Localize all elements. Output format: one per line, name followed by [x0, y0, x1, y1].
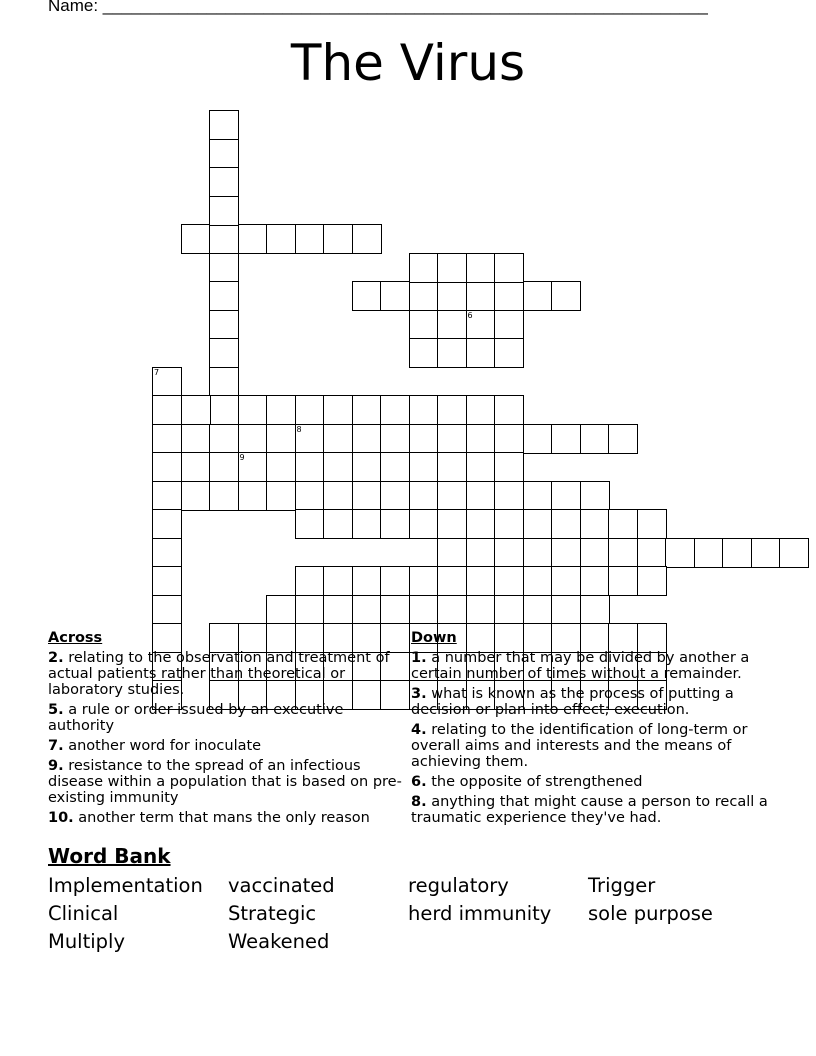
grid-cell[interactable]	[266, 595, 296, 625]
grid-cell[interactable]	[437, 338, 467, 368]
grid-cell[interactable]	[466, 566, 496, 596]
grid-cell[interactable]	[152, 424, 182, 454]
grid-cell[interactable]	[551, 281, 581, 311]
grid-cell[interactable]	[437, 595, 467, 625]
grid-cell[interactable]	[238, 452, 268, 482]
grid-cell[interactable]	[551, 595, 581, 625]
down-clue: 1. a number that may be divided by another a certain number of times without a remainder.	[411, 650, 750, 682]
grid-cell[interactable]	[437, 481, 467, 511]
clue-number: 6	[467, 310, 473, 320]
grid-cell[interactable]	[380, 395, 410, 425]
grid-cell[interactable]	[380, 595, 410, 625]
grid-cell[interactable]	[295, 595, 325, 625]
grid-cell[interactable]	[466, 338, 496, 368]
grid-cell[interactable]	[323, 595, 353, 625]
grid-cell[interactable]	[181, 481, 211, 511]
page-title: The Virus	[290, 34, 526, 92]
grid-cell[interactable]	[694, 538, 724, 568]
grid-cell[interactable]	[323, 509, 353, 539]
grid-cell[interactable]	[751, 538, 781, 568]
grid-cell[interactable]	[523, 509, 553, 539]
grid-cell[interactable]	[523, 481, 553, 511]
grid-cell[interactable]	[352, 395, 382, 425]
grid-cell[interactable]	[380, 509, 410, 539]
grid-cell[interactable]	[209, 481, 239, 511]
grid-cell[interactable]	[523, 538, 553, 568]
grid-cell[interactable]	[466, 509, 496, 539]
grid-cell[interactable]	[409, 595, 439, 625]
grid-cell[interactable]	[437, 310, 467, 340]
grid-cell[interactable]	[580, 595, 610, 625]
grid-cell[interactable]	[238, 224, 268, 254]
across-clue: 10. another term that mans the only reason	[48, 810, 370, 826]
grid-cell[interactable]	[380, 481, 410, 511]
grid-cell[interactable]	[238, 481, 268, 511]
grid-cell[interactable]	[722, 538, 752, 568]
grid-cell[interactable]	[409, 253, 439, 283]
grid-cell[interactable]	[437, 452, 467, 482]
grid-cell[interactable]	[437, 509, 467, 539]
grid-cell[interactable]	[409, 566, 439, 596]
grid-cell[interactable]	[323, 452, 353, 482]
grid-cell[interactable]	[665, 538, 695, 568]
grid-cell[interactable]	[437, 538, 467, 568]
grid-cell[interactable]	[494, 310, 524, 340]
clue-number: 8	[296, 424, 302, 434]
grid-cell[interactable]	[608, 509, 638, 539]
grid-cell[interactable]	[608, 566, 638, 596]
grid-cell[interactable]	[266, 452, 296, 482]
grid-cell[interactable]	[380, 281, 410, 311]
grid-cell[interactable]	[266, 395, 296, 425]
word-bank-word: Trigger	[588, 874, 656, 897]
grid-cell[interactable]	[295, 424, 325, 454]
grid-cell[interactable]	[494, 424, 524, 454]
grid-cell[interactable]	[466, 424, 496, 454]
down-clue: 4. relating to the identification of long-term or overall aims and interests and the means of achieving them.	[411, 722, 748, 770]
grid-cell[interactable]	[209, 395, 239, 425]
grid-cell[interactable]	[380, 424, 410, 454]
grid-cell[interactable]	[580, 424, 610, 454]
grid-cell[interactable]	[209, 452, 239, 482]
grid-cell[interactable]	[551, 538, 581, 568]
grid-cell[interactable]	[152, 566, 182, 596]
grid-cell[interactable]	[323, 224, 353, 254]
grid-cell[interactable]	[409, 509, 439, 539]
grid-cell[interactable]	[551, 481, 581, 511]
word-bank-word: herd immunity	[408, 902, 552, 925]
grid-cell[interactable]	[409, 338, 439, 368]
grid-cell[interactable]	[352, 281, 382, 311]
grid-cell[interactable]	[209, 253, 239, 283]
grid-cell[interactable]	[152, 481, 182, 511]
grid-cell[interactable]	[266, 424, 296, 454]
grid-cell[interactable]	[494, 595, 524, 625]
word-bank-word: vaccinated	[228, 874, 335, 897]
grid-cell[interactable]	[295, 224, 325, 254]
grid-cell[interactable]	[551, 424, 581, 454]
grid-cell[interactable]	[323, 566, 353, 596]
grid-cell[interactable]	[608, 538, 638, 568]
grid-cell[interactable]	[209, 310, 239, 340]
grid-cell[interactable]	[466, 452, 496, 482]
grid-cell[interactable]	[466, 481, 496, 511]
grid-cell[interactable]	[409, 452, 439, 482]
grid-cell[interactable]	[295, 509, 325, 539]
grid-cell[interactable]	[523, 566, 553, 596]
grid-cell[interactable]	[494, 253, 524, 283]
down-clues	[411, 630, 771, 830]
grid-cell[interactable]	[494, 281, 524, 311]
down-clue: 3. what is known as the process of putting a decision or plan into effect; execution.	[411, 686, 734, 718]
grid-cell[interactable]	[352, 224, 382, 254]
grid-cell[interactable]	[181, 452, 211, 482]
grid-cell[interactable]	[209, 139, 239, 169]
grid-cell[interactable]	[409, 481, 439, 511]
name-line[interactable]: Name: ________________________________________________________________	[48, 0, 708, 15]
grid-cell[interactable]	[494, 338, 524, 368]
grid-cell[interactable]	[152, 367, 182, 397]
grid-cell[interactable]	[551, 566, 581, 596]
grid-cell[interactable]	[608, 424, 638, 454]
grid-cell[interactable]	[352, 566, 382, 596]
word-bank-word: Clinical	[48, 902, 119, 925]
grid-cell[interactable]	[437, 253, 467, 283]
grid-cell[interactable]	[209, 281, 239, 311]
grid-cell[interactable]	[637, 566, 667, 596]
grid-cell[interactable]	[437, 395, 467, 425]
grid-cell[interactable]	[238, 424, 268, 454]
word-bank-word: Multiply	[48, 930, 126, 953]
grid-cell[interactable]	[209, 167, 239, 197]
grid-cell[interactable]	[409, 395, 439, 425]
grid-cell[interactable]	[494, 538, 524, 568]
grid-cell[interactable]	[637, 509, 667, 539]
word-bank-word: sole purpose	[588, 902, 713, 925]
grid-cell[interactable]	[295, 481, 325, 511]
grid-cell[interactable]	[494, 566, 524, 596]
across-clue: 7. another word for inoculate	[48, 738, 262, 754]
grid-cell[interactable]	[352, 424, 382, 454]
grid-cell[interactable]	[380, 566, 410, 596]
grid-cell[interactable]	[466, 595, 496, 625]
grid-cell[interactable]	[323, 424, 353, 454]
word-bank-word: Weakened	[228, 930, 330, 953]
across-clue: 5. a rule or order issued by an executive authority	[48, 702, 344, 734]
grid-cell[interactable]	[209, 224, 239, 254]
grid-cell[interactable]	[352, 452, 382, 482]
grid-cell[interactable]	[152, 395, 182, 425]
grid-cell[interactable]	[323, 481, 353, 511]
word-bank-word: regulatory	[408, 874, 509, 897]
grid-cell[interactable]	[352, 595, 382, 625]
grid-cell[interactable]	[295, 452, 325, 482]
grid-cell[interactable]	[494, 481, 524, 511]
grid-cell[interactable]	[580, 538, 610, 568]
grid-cell[interactable]	[409, 281, 439, 311]
clue-number: 9	[239, 453, 245, 462]
grid-cell[interactable]	[523, 281, 553, 311]
down-heading: Down	[411, 630, 457, 646]
grid-cell[interactable]	[209, 367, 239, 397]
grid-cell[interactable]	[637, 538, 667, 568]
grid-cell[interactable]	[352, 481, 382, 511]
word-bank-word: Strategic	[228, 902, 317, 925]
across-clue: 9. resistance to the spread of an infectious disease within a population that is based on pre-existing immunity	[48, 758, 402, 806]
grid-cell[interactable]	[295, 395, 325, 425]
grid-cell[interactable]	[152, 538, 182, 568]
grid-cell[interactable]	[580, 566, 610, 596]
grid-cell[interactable]	[466, 310, 496, 340]
grid-cell[interactable]	[580, 481, 610, 511]
down-clue: 8. anything that might cause a person to recall a traumatic experience they've had.	[411, 794, 768, 826]
grid-cell[interactable]	[209, 424, 239, 454]
grid-cell[interactable]	[494, 395, 524, 425]
grid-cell[interactable]	[551, 509, 581, 539]
down-clue: 6. the opposite of strengthened	[411, 774, 643, 790]
grid-cell[interactable]	[352, 509, 382, 539]
grid-cell[interactable]	[209, 110, 239, 140]
grid-cell[interactable]	[152, 509, 182, 539]
grid-cell[interactable]	[266, 224, 296, 254]
grid-cell[interactable]	[437, 424, 467, 454]
grid-cell[interactable]	[494, 452, 524, 482]
grid-cell[interactable]	[523, 424, 553, 454]
word-bank-word: Implementation	[48, 874, 203, 897]
grid-cell[interactable]	[323, 395, 353, 425]
grid-cell[interactable]	[181, 395, 211, 425]
grid-cell[interactable]	[437, 281, 467, 311]
grid-cell[interactable]	[295, 566, 325, 596]
clue-number: 7	[154, 367, 160, 377]
grid-cell[interactable]	[209, 338, 239, 368]
grid-cell[interactable]	[466, 253, 496, 283]
grid-cell[interactable]	[466, 395, 496, 425]
grid-cell[interactable]	[238, 395, 268, 425]
grid-cell[interactable]	[466, 538, 496, 568]
grid-cell[interactable]	[209, 196, 239, 226]
grid-cell[interactable]	[523, 595, 553, 625]
grid-cell[interactable]	[380, 452, 410, 482]
grid-cell[interactable]	[266, 481, 296, 511]
across-clues	[48, 630, 408, 830]
grid-cell[interactable]	[181, 224, 211, 254]
grid-cell[interactable]	[152, 595, 182, 625]
grid-cell[interactable]	[580, 509, 610, 539]
grid-cell[interactable]	[409, 424, 439, 454]
grid-cell[interactable]	[152, 452, 182, 482]
grid-cell[interactable]	[437, 566, 467, 596]
grid-cell[interactable]	[409, 310, 439, 340]
word-bank-heading: Word Bank	[48, 844, 171, 868]
grid-cell[interactable]	[494, 509, 524, 539]
grid-cell[interactable]	[466, 281, 496, 311]
grid-cell[interactable]	[779, 538, 809, 568]
across-clue: 2. relating to the observation and treatment of actual patients rather than theoretical or laboratory studies.	[48, 650, 390, 698]
across-heading: Across	[48, 630, 103, 646]
